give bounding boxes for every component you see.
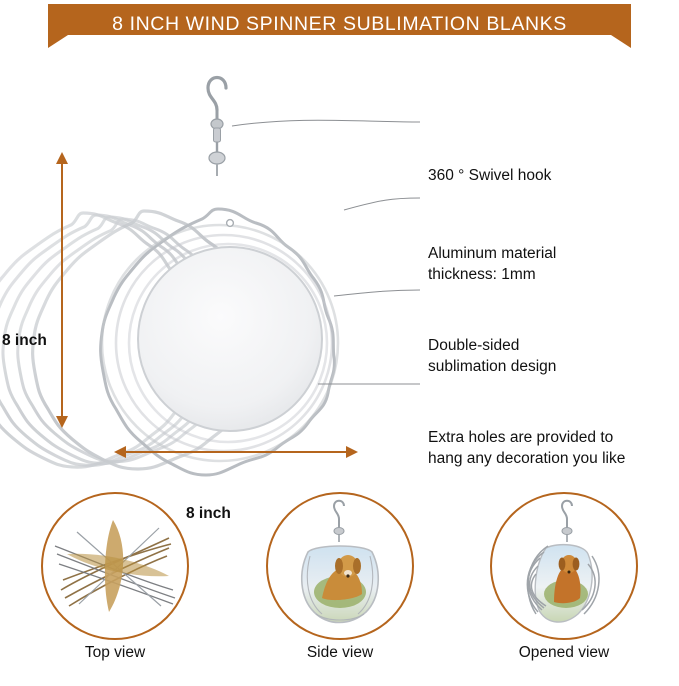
thumbnail-top-view — [41, 492, 189, 640]
thumbnail-caption-top-view: Top view — [84, 644, 146, 661]
thumbnail-side-view — [266, 492, 414, 640]
thumbnail-caption-side-view: Side view — [306, 644, 374, 661]
swivel-hook-graphic — [208, 78, 226, 177]
thumbnail-ring — [490, 492, 638, 640]
dimension-height-label: 8 inch — [2, 332, 47, 349]
callout-aluminum-material — [428, 243, 556, 285]
thumbnail-ring — [41, 492, 189, 640]
scallop-layer-outer — [218, 75, 425, 217]
callout-line: thickness: 1mm — [428, 266, 536, 283]
spinner-rings — [0, 69, 425, 475]
page-title: 8 INCH WIND SPINNER SUBLIMATION BLANKS — [112, 12, 567, 35]
views-row — [0, 488, 679, 686]
callout-double-sided — [428, 335, 556, 377]
callout-swivel-hook — [428, 165, 551, 186]
callout-line: Extra holes are provided to — [428, 429, 614, 446]
callout-line: Double-sided — [428, 337, 520, 354]
thumbnail-caption-opened-view: Opened view — [518, 644, 610, 661]
callout-line: hang any decoration you like — [428, 450, 626, 467]
opened-view-graphic — [492, 494, 636, 638]
spinner-diagram-svg — [0, 50, 679, 480]
callout-line: Aluminum material — [428, 245, 557, 262]
side-view-graphic — [268, 494, 412, 638]
dimension-width-label: 8 inch — [186, 505, 231, 522]
callout-line: 360 ° Swivel hook — [428, 167, 552, 184]
main-illustration — [0, 50, 679, 522]
sublimation-face — [138, 247, 322, 431]
top-view-graphic — [43, 494, 187, 638]
callout-line: sublimation design — [428, 358, 557, 375]
header-banner — [48, 4, 631, 48]
hang-hole — [227, 220, 234, 227]
thumbnail-opened-view — [490, 492, 638, 640]
thumbnail-ring — [266, 492, 414, 640]
callout-extra-holes — [428, 427, 625, 469]
